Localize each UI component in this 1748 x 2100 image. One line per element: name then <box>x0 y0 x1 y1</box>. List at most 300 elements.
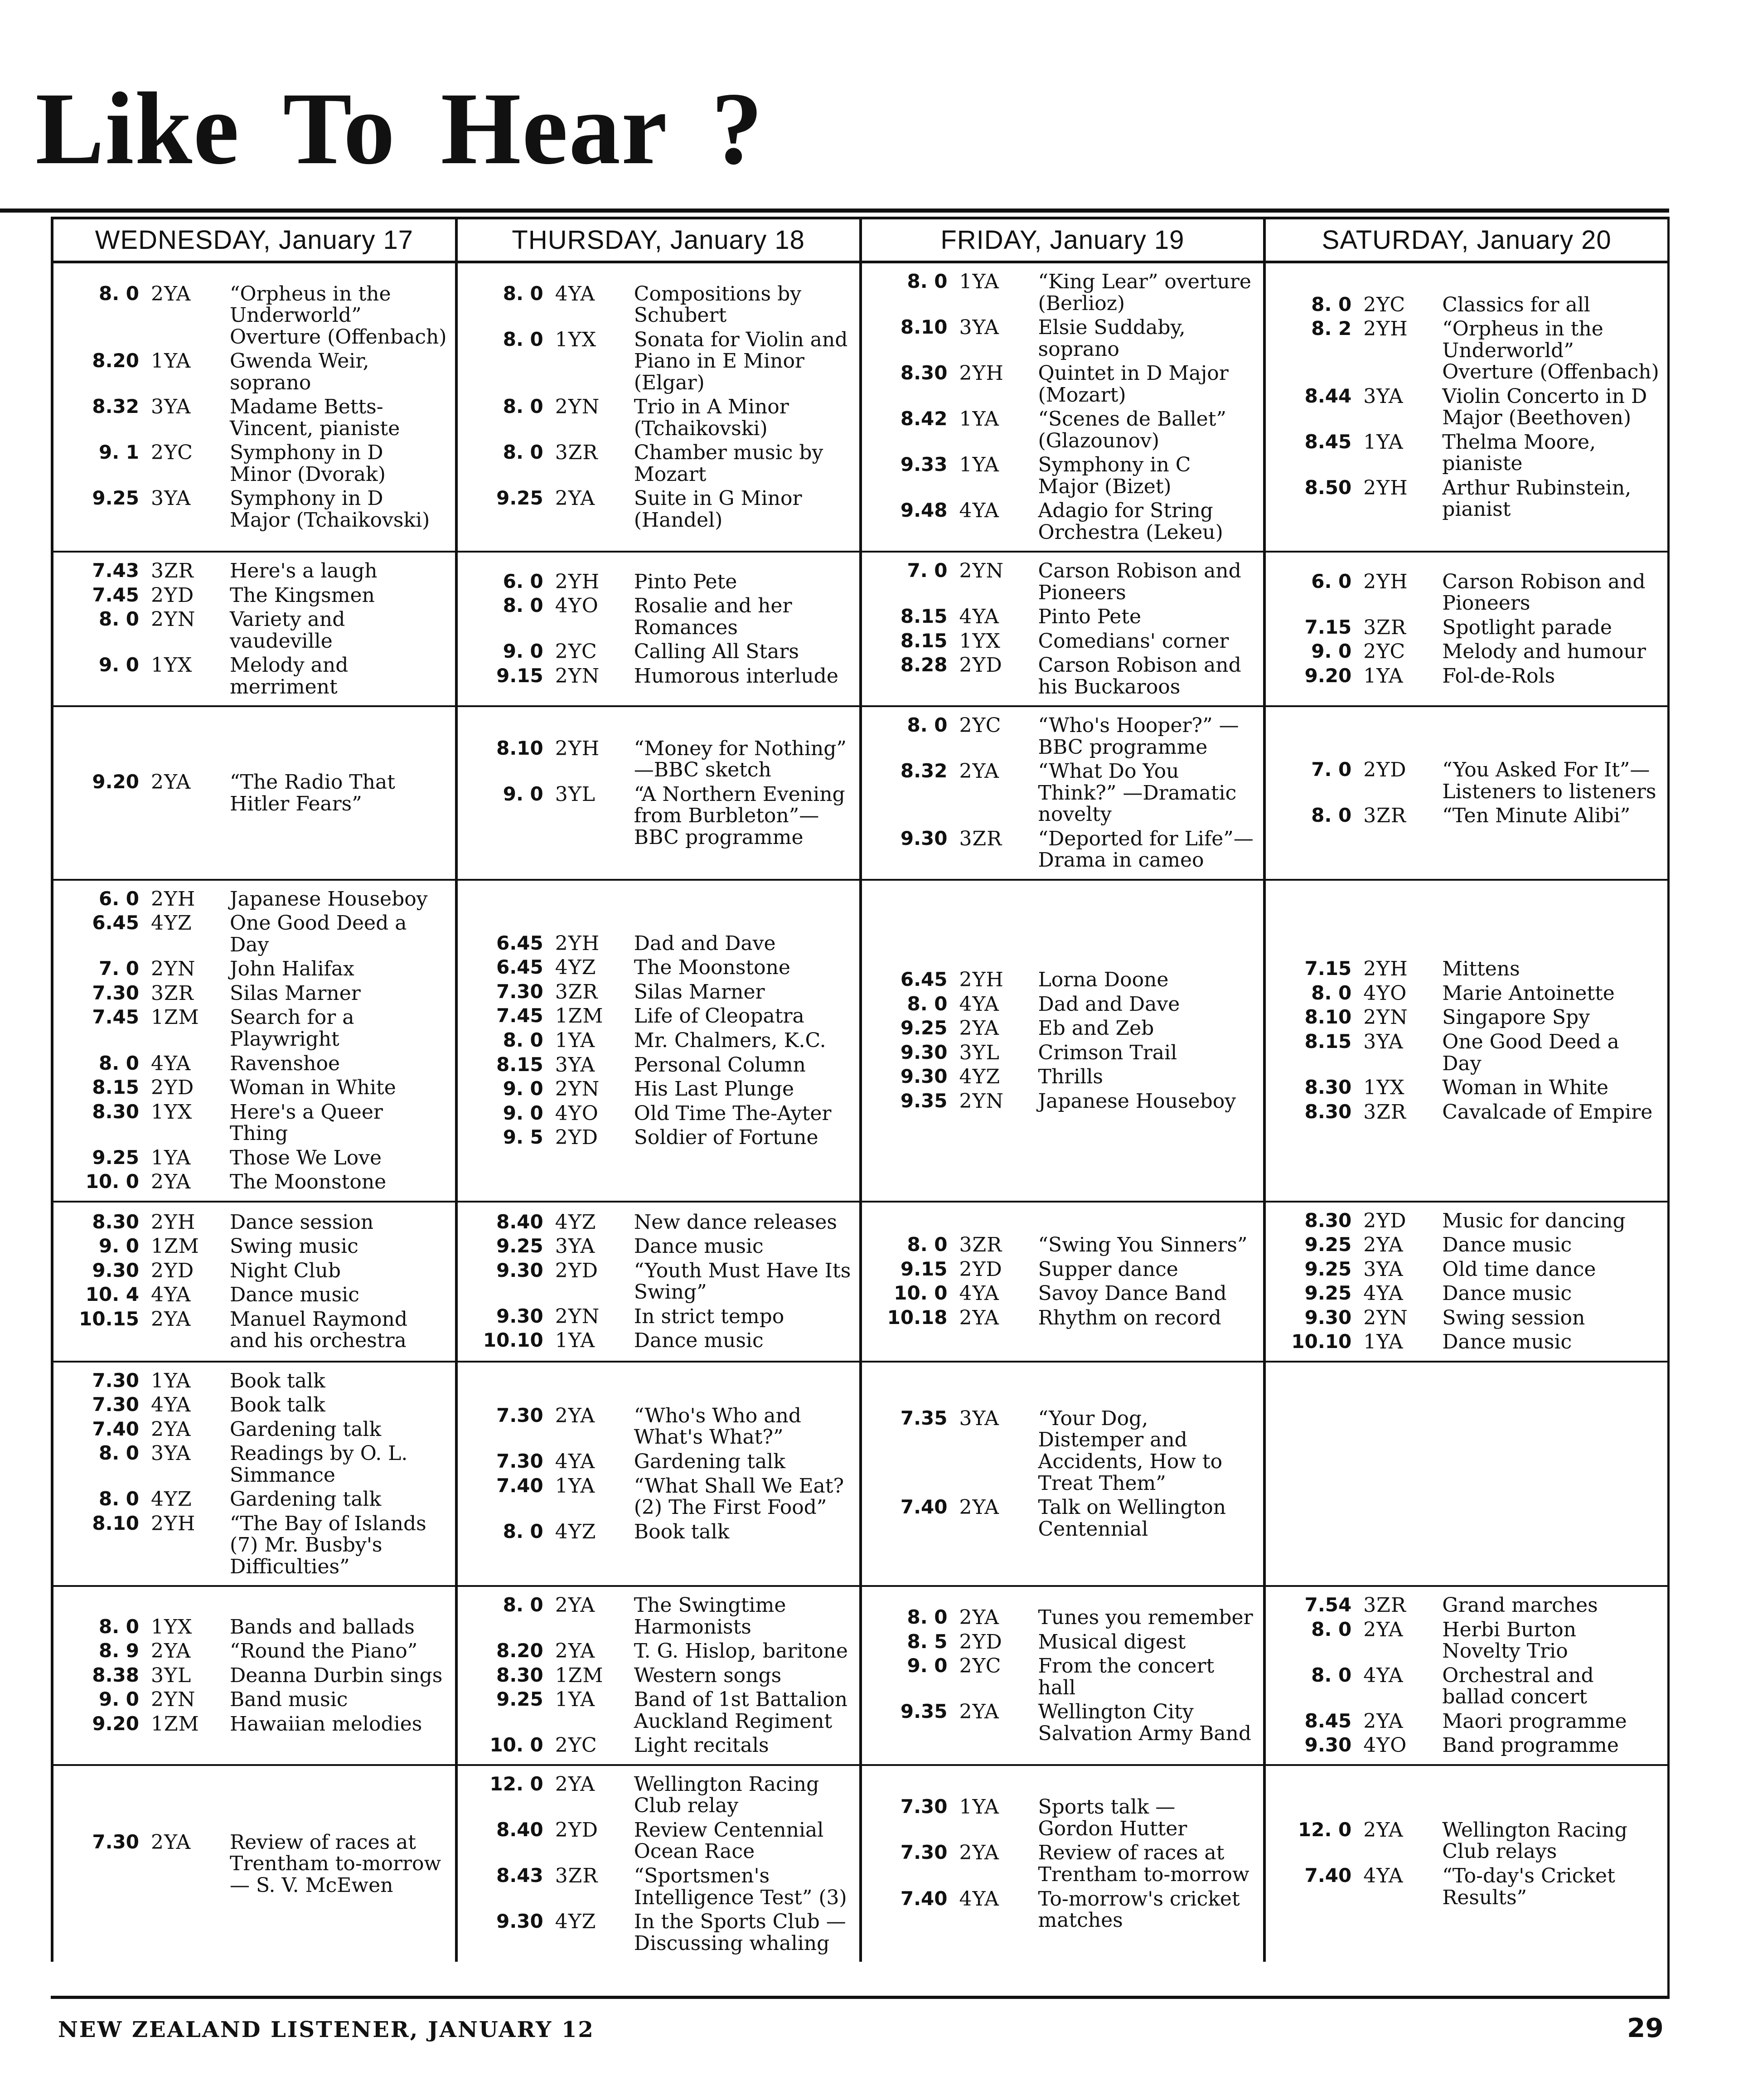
program-entry <box>469 1260 855 1303</box>
program-entry <box>873 1018 1259 1039</box>
program-time: 12. 0 <box>1298 1818 1352 1841</box>
program-entry <box>873 994 1259 1015</box>
station-code: 2YA <box>959 760 999 783</box>
program-title: Carson Robison and Pioneers <box>1442 570 1646 615</box>
program-time: 9.25 <box>900 1017 948 1039</box>
program-time: 9.30 <box>496 1259 543 1281</box>
program-title: Maori programme <box>1442 1709 1627 1733</box>
program-entry <box>873 1796 1259 1839</box>
station-code: 4YO <box>1363 1734 1407 1757</box>
program-entry <box>1277 1735 1663 1756</box>
station-code: 4YA <box>555 1450 596 1473</box>
program-time: 10.15 <box>79 1307 139 1330</box>
program-entry <box>1277 1619 1663 1662</box>
station-code: 2YN <box>959 1089 1004 1113</box>
program-time: 9.15 <box>496 664 543 687</box>
station-code: 3YA <box>555 1053 596 1077</box>
program-entry <box>873 1655 1259 1698</box>
schedule-cell <box>859 879 1264 1201</box>
program-time: 8. 0 <box>98 1052 139 1074</box>
program-entry <box>64 1689 450 1711</box>
station-code: 2YA <box>1363 1818 1404 1842</box>
program-entry <box>469 488 855 531</box>
schedule-cell <box>859 1201 1264 1361</box>
day-header-wednesday: WEDNESDAY, January 17 <box>51 217 455 263</box>
program-entry <box>64 1616 450 1638</box>
program-time: 8.28 <box>900 654 948 676</box>
program-title: Band programme <box>1442 1734 1619 1757</box>
day-header-thursday: THURSDAY, January 18 <box>455 217 859 263</box>
station-code: 1YA <box>959 453 999 477</box>
station-code: 4YO <box>555 1101 599 1125</box>
program-time: 7.45 <box>92 583 139 606</box>
station-code: 2YA <box>151 771 191 794</box>
station-code: 4YA <box>151 1283 191 1307</box>
station-code: 1ZM <box>555 1664 604 1687</box>
program-time: 8. 0 <box>1311 981 1352 1004</box>
program-title: Pinto Pete <box>634 570 737 593</box>
program-title: Sports talk — Gordon Hutter <box>1038 1795 1187 1840</box>
program-entry <box>1277 1307 1663 1329</box>
program-entry <box>64 585 450 606</box>
program-title: Silas Marner <box>634 980 765 1004</box>
station-code: 1YA <box>1363 430 1404 454</box>
program-title: Light recitals <box>634 1734 769 1757</box>
program-time: 8.43 <box>496 1864 543 1887</box>
program-entry <box>873 1283 1259 1305</box>
program-title: “Sportsmen's Intelligence Test” (3) <box>634 1864 847 1909</box>
schedule-cell <box>455 551 859 705</box>
program-entry <box>64 655 450 698</box>
program-entry <box>873 1607 1259 1629</box>
schedule-cell <box>859 1764 1264 1962</box>
program-time: 8. 0 <box>907 1233 948 1256</box>
program-title: Violin Concerto in D Major (Beethoven) <box>1442 384 1647 430</box>
station-code: 3YA <box>1363 384 1404 408</box>
program-time: 9.20 <box>1304 664 1352 687</box>
station-code: 2YA <box>151 282 191 306</box>
program-title: Rhythm on record <box>1038 1306 1221 1329</box>
program-time: 9. 0 <box>98 1688 139 1711</box>
station-code: 2YA <box>1363 1618 1404 1641</box>
program-title: Dance music <box>634 1235 764 1258</box>
program-entry <box>64 1147 450 1169</box>
program-entry <box>1277 1819 1663 1862</box>
program-title: Woman in White <box>1442 1076 1609 1100</box>
program-entry <box>469 1521 855 1543</box>
program-entry <box>873 500 1259 543</box>
program-time: 6.45 <box>496 956 543 979</box>
schedule-cell <box>859 263 1264 551</box>
program-time: 9.25 <box>496 1688 543 1711</box>
program-time: 8.30 <box>1304 1100 1352 1123</box>
program-entry <box>64 1101 450 1145</box>
station-code: 3YA <box>151 395 191 419</box>
station-code: 1YX <box>151 1100 193 1124</box>
schedule-cell <box>1263 705 1667 879</box>
program-time: 8.15 <box>496 1053 543 1076</box>
program-entry <box>64 1171 450 1193</box>
station-code: 3ZR <box>1363 804 1406 828</box>
program-title: Gardening talk <box>230 1417 382 1441</box>
station-code: 1YA <box>1363 664 1404 688</box>
station-code: 3YA <box>1363 1257 1404 1281</box>
program-time: 9.33 <box>900 453 948 476</box>
program-time: 7.45 <box>92 1006 139 1028</box>
station-code: 2YD <box>959 1257 1002 1281</box>
station-code: 2YD <box>555 1259 599 1282</box>
program-time: 6.45 <box>900 968 948 991</box>
program-time: 8.10 <box>900 316 948 339</box>
station-code: 2YA <box>151 1307 191 1331</box>
station-code: 4YZ <box>555 956 596 980</box>
station-code: 1YA <box>151 349 191 373</box>
station-code: 2YH <box>151 1210 196 1234</box>
station-code: 2YN <box>555 664 600 688</box>
program-time: 9. 0 <box>503 782 543 805</box>
program-time: 7.30 <box>92 1369 139 1392</box>
program-title: Herbi Burton Novelty Trio <box>1442 1618 1577 1663</box>
schedule-cell <box>859 1585 1264 1764</box>
program-time: 7.54 <box>1304 1594 1352 1616</box>
program-time: 7.40 <box>92 1417 139 1440</box>
program-title: Wellington Racing Club relays <box>1442 1818 1627 1863</box>
program-title: Symphony in C Major (Bizet) <box>1038 453 1191 498</box>
schedule-cell <box>455 263 859 551</box>
station-code: 1YX <box>1363 1076 1405 1100</box>
program-title: Dance music <box>1442 1330 1572 1354</box>
station-code: 4YA <box>1363 1864 1404 1887</box>
station-code: 3ZR <box>555 1864 598 1887</box>
program-entry <box>1277 432 1663 475</box>
program-title: Dance music <box>230 1283 359 1307</box>
program-entry <box>64 1489 450 1510</box>
program-title: One Good Deed a Day <box>230 912 407 956</box>
station-code: 2YA <box>555 1639 596 1663</box>
program-title: Sonata for Violin and Piano in E Minor (Elgar) <box>634 328 848 394</box>
program-entry <box>64 771 450 815</box>
station-code: 1YA <box>959 407 999 431</box>
program-time: 9. 0 <box>98 654 139 676</box>
program-title: Savoy Dance Band <box>1038 1282 1227 1305</box>
program-title: Ravenshoe <box>230 1052 340 1075</box>
station-code: 2YA <box>959 1017 999 1040</box>
program-entry <box>873 1234 1259 1256</box>
station-code: 2YH <box>1363 957 1408 981</box>
program-entry <box>64 442 450 485</box>
program-entry <box>469 1819 855 1862</box>
program-title: Dance music <box>1442 1282 1572 1305</box>
program-time: 8.45 <box>1304 1709 1352 1732</box>
program-time: 8.30 <box>1304 1209 1352 1232</box>
station-code: 2YN <box>555 1077 600 1101</box>
program-title: Soldier of Fortune <box>634 1126 818 1149</box>
program-entry <box>873 1042 1259 1064</box>
program-title: Carson Robison and his Buckaroos <box>1038 654 1241 698</box>
program-title: Melody and merriment <box>230 654 349 698</box>
program-title: Dance session <box>230 1210 374 1234</box>
program-entry <box>64 1713 450 1735</box>
program-title: John Halifax <box>230 957 354 981</box>
program-time: 9. 0 <box>503 640 543 663</box>
station-code: 3ZR <box>1363 1594 1406 1617</box>
program-title: “You Asked For It”— Listeners to listeners <box>1442 758 1656 803</box>
program-entry <box>1277 1234 1663 1256</box>
program-time: 9.20 <box>92 1712 139 1735</box>
program-entry <box>469 784 855 849</box>
station-code: 3YL <box>959 1041 1000 1064</box>
program-title: “To-day's Cricket Results” <box>1442 1864 1615 1909</box>
station-code: 3YA <box>959 316 999 339</box>
program-time: 9. 5 <box>503 1126 543 1149</box>
station-code: 3ZR <box>1363 616 1406 639</box>
program-time: 8.30 <box>92 1100 139 1123</box>
program-title: In the Sports Club — Discussing whaling <box>634 1910 846 1955</box>
program-entry <box>64 1212 450 1233</box>
program-time: 8. 0 <box>503 1594 543 1616</box>
program-title: “Who's Hooper?” — BBC programme <box>1038 714 1239 759</box>
station-code: 2YN <box>151 957 196 981</box>
program-entry <box>469 595 855 638</box>
program-time: 8.32 <box>92 395 139 418</box>
program-entry <box>873 1259 1259 1280</box>
station-code: 2YA <box>151 1639 191 1663</box>
station-code: 4YO <box>1363 981 1407 1005</box>
program-time: 10.18 <box>887 1306 948 1329</box>
program-entry <box>873 606 1259 628</box>
program-entry <box>873 1307 1259 1329</box>
program-title: Japanese Houseboy <box>230 887 428 911</box>
program-title: Book talk <box>230 1393 325 1417</box>
station-code: 4YA <box>959 605 999 629</box>
program-time: 8. 0 <box>503 395 543 418</box>
program-entry <box>64 1640 450 1662</box>
program-entry <box>1277 294 1663 316</box>
program-entry <box>1277 1101 1663 1123</box>
program-entry <box>873 1888 1259 1931</box>
station-code: 2YH <box>959 968 1004 992</box>
program-time: 9.30 <box>900 1041 948 1063</box>
program-time: 6.45 <box>496 931 543 954</box>
program-time: 6.45 <box>92 912 139 934</box>
program-entry <box>1277 1210 1663 1232</box>
station-code: 2YN <box>555 1305 600 1328</box>
program-entry <box>1277 983 1663 1004</box>
program-entry <box>1277 318 1663 383</box>
station-code: 1YA <box>151 1146 191 1169</box>
program-time: 8.15 <box>900 605 948 628</box>
station-code: 2YD <box>959 654 1002 677</box>
station-code: 4YA <box>959 499 999 523</box>
program-time: 8. 0 <box>1311 1618 1352 1640</box>
schedule-cell <box>455 1201 859 1361</box>
station-code: 3ZR <box>151 981 194 1005</box>
program-entry <box>64 1077 450 1099</box>
schedule-cell <box>1263 551 1667 705</box>
program-entry <box>873 828 1259 871</box>
footer-publication: NEW ZEALAND LISTENER, JANUARY 12 <box>58 2017 595 2042</box>
station-code: 1YA <box>555 1474 596 1498</box>
program-title: Cavalcade of Empire <box>1442 1100 1653 1124</box>
program-time: 8.30 <box>1304 1076 1352 1099</box>
program-time: 7.30 <box>92 1393 139 1416</box>
program-title: Dad and Dave <box>1038 992 1180 1016</box>
program-entry <box>469 1735 855 1756</box>
program-time: 9. 0 <box>98 1235 139 1257</box>
station-code: 2YA <box>959 1606 999 1630</box>
schedule-cell <box>859 705 1264 879</box>
program-time: 8. 0 <box>98 1488 139 1510</box>
program-title: Melody and humour <box>1442 640 1646 664</box>
schedule-cell <box>859 1361 1264 1586</box>
station-code: 1YA <box>555 1329 596 1353</box>
station-code: 3YA <box>555 1235 596 1258</box>
program-time: 9.15 <box>900 1257 948 1280</box>
station-code: 1ZM <box>151 1712 199 1736</box>
station-code: 3ZR <box>555 441 598 465</box>
program-entry <box>64 560 450 582</box>
station-code: 4YA <box>959 1887 999 1911</box>
program-time: 7.40 <box>1304 1864 1352 1887</box>
station-code: 2YH <box>1363 317 1408 341</box>
program-time: 7.35 <box>900 1406 948 1429</box>
program-entry <box>469 1595 855 1638</box>
program-entry <box>64 609 450 652</box>
program-title: “Deported for Life”— Drama in cameo <box>1038 827 1254 872</box>
program-title: Chamber music by Mozart <box>634 441 823 486</box>
station-code: 2YC <box>555 640 597 664</box>
schedule-cell <box>51 879 455 1201</box>
program-entry <box>469 1330 855 1352</box>
program-time: 8. 0 <box>1311 804 1352 827</box>
station-code: 4YA <box>151 1393 191 1417</box>
station-code: 1YX <box>959 629 1001 653</box>
station-code: 2YN <box>959 559 1004 583</box>
station-code: 2YD <box>151 1259 194 1282</box>
program-time: 7. 0 <box>1311 758 1352 781</box>
station-code: 4YA <box>959 1282 999 1305</box>
program-entry <box>64 983 450 1004</box>
program-entry <box>873 630 1259 652</box>
program-entry <box>64 1053 450 1075</box>
program-time: 8. 0 <box>98 1615 139 1638</box>
program-title: Hawaiian melodies <box>230 1712 422 1736</box>
program-entry <box>873 655 1259 698</box>
program-time: 9.25 <box>92 487 139 509</box>
program-title: Symphony in D Minor (Dvorak) <box>230 441 386 486</box>
program-entry <box>873 1701 1259 1744</box>
program-time: 8. 0 <box>98 608 139 630</box>
program-title: In strict tempo <box>634 1305 784 1328</box>
schedule-cell <box>455 1361 859 1586</box>
program-entry <box>64 350 450 393</box>
station-code: 2YC <box>1363 640 1406 664</box>
program-entry <box>469 1911 855 1954</box>
program-entry <box>64 1007 450 1050</box>
station-code: 1YA <box>1363 1330 1404 1354</box>
program-entry <box>469 1054 855 1076</box>
station-code: 3ZR <box>151 559 194 583</box>
station-code: 2YN <box>151 1688 196 1712</box>
program-entry <box>873 271 1259 314</box>
station-code: 2YA <box>1363 1233 1404 1257</box>
program-entry <box>1277 759 1663 802</box>
program-entry <box>1277 477 1663 520</box>
station-code: 1YA <box>555 1688 596 1712</box>
program-title: “The Bay of Islands (7) Mr. Busby's Difficulties” <box>230 1512 426 1578</box>
top-rule <box>0 209 1669 213</box>
program-title: “King Lear” overture (Berlioz) <box>1038 270 1251 315</box>
program-title: Old Time The-Ayter <box>634 1101 832 1125</box>
station-code: 2YH <box>555 931 600 955</box>
program-time: 8. 0 <box>503 1520 543 1542</box>
program-time: 7.30 <box>92 981 139 1004</box>
program-title: The Kingsmen <box>230 583 375 607</box>
program-title: Review of races at Trentham to-morrow— S. V. McEwen <box>230 1830 441 1897</box>
program-time: 7.15 <box>1304 957 1352 980</box>
schedule-cell <box>51 1361 455 1586</box>
program-entry <box>1277 1077 1663 1099</box>
station-code: 1ZM <box>151 1006 199 1029</box>
program-title: “Your Dog, Distemper and Accidents, How to Treat Them” <box>1038 1406 1223 1495</box>
program-entry <box>873 969 1259 991</box>
program-entry <box>1277 1007 1663 1028</box>
program-entry <box>64 1370 450 1392</box>
station-code: 4YA <box>555 282 596 306</box>
program-title: “Swing You Sinners” <box>1038 1233 1248 1257</box>
program-time: 10.10 <box>1291 1330 1352 1353</box>
day-header-friday: FRIDAY, January 19 <box>859 217 1264 263</box>
program-entry <box>1277 665 1663 687</box>
program-title: The Moonstone <box>230 1170 387 1194</box>
program-title: Search for a Playwright <box>230 1006 354 1051</box>
program-time: 9. 1 <box>98 441 139 464</box>
program-title: Gardening talk <box>634 1450 785 1473</box>
program-time: 8.45 <box>1304 430 1352 453</box>
station-code: 4YA <box>959 992 999 1016</box>
program-entry <box>469 1689 855 1732</box>
station-code: 2YD <box>1363 758 1407 782</box>
program-entry <box>1277 1331 1663 1353</box>
program-title: Carson Robison and Pioneers <box>1038 559 1241 604</box>
station-code: 1YX <box>555 328 597 351</box>
program-title: Western songs <box>634 1664 782 1687</box>
station-code: 2YA <box>555 1772 596 1796</box>
station-code: 2YD <box>555 1818 599 1842</box>
station-code: 3YA <box>151 487 191 510</box>
program-title: To-morrow's cricket matches <box>1038 1887 1240 1932</box>
program-entry <box>469 283 855 326</box>
program-entry <box>1277 958 1663 980</box>
program-time: 9.30 <box>1304 1734 1352 1756</box>
program-entry <box>873 1497 1259 1540</box>
station-code: 2YD <box>555 1126 599 1149</box>
program-entry <box>469 1640 855 1662</box>
page-title: Like To Hear ? <box>35 72 764 186</box>
program-entry <box>1277 1031 1663 1074</box>
program-time: 6. 0 <box>98 887 139 910</box>
program-entry <box>64 1284 450 1306</box>
program-time: 9.20 <box>92 771 139 793</box>
program-entry <box>873 454 1259 497</box>
program-entry <box>469 442 855 485</box>
program-time: 9. 0 <box>1311 640 1352 663</box>
program-title: “Scenes de Ballet” (Glazounov) <box>1038 407 1226 452</box>
program-title: Personal Column <box>634 1053 806 1077</box>
station-code: 2YN <box>1363 1306 1408 1329</box>
program-time: 8.40 <box>496 1818 543 1841</box>
program-entry <box>873 761 1259 825</box>
